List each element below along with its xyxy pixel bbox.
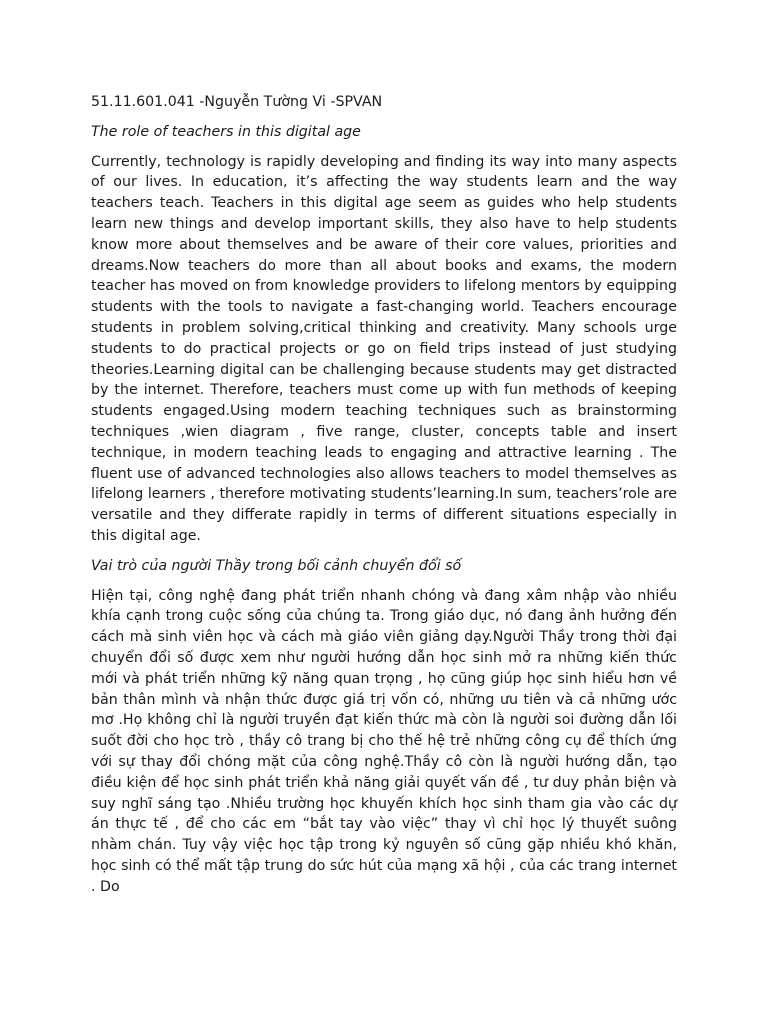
vietnamese-title: Vai trò của người Thầy trong bối cảnh chuyển đổi số (91, 557, 462, 574)
student-id-line: 51.11.601.041 -Nguyễn Tường Vi -SPVAN (91, 94, 383, 110)
document-page (91, 92, 677, 897)
english-body-paragraph: Currently, technology is rapidly developing and finding its way into many aspects of our lives. In education, it’s affecting the way students learn and the way teachers teach. Teachers in this digital age seem as guides who help students learn new things and develop important skills, they also have to help students know more about themselves and be aware of their core values, priorities and dreams.Now teachers do more than all about books and exams, the modern teacher has moved on from knowledge providers to lifelong mentors by equipping students with the tools to navigate a fast-changing world. Teachers encourage students in problem solving,critical thinking and creativity. Many schools urge students to do practical projects or go on field trips instead of just studying theories.Learning digital can be challenging because students may get distracted by the internet. Therefore, teachers must come up with fun methods of keeping students engaged.Using modern teaching techniques such as brainstorming techniques ,wien diagram , five range, cluster, concepts table and insert technique, in modern teaching leads to engaging and attractive learning . The fluent use of advanced technologies also allows teachers to model themselves as lifelong learners , therefore motivating students’learning.In sum, teachers’role are versatile and they differate rapidly in terms of different situations especially in this digital age. (91, 153, 677, 544)
english-title: The role of teachers in this digital age (91, 123, 361, 140)
vietnamese-body-paragraph: Hiện tại, công nghệ đang phát triển nhanh chóng và đang xâm nhập vào nhiều khía cạnh trong cuộc sống của chúng ta. Trong giáo dục, nó đang ảnh hưởng đến cách mà sinh viên học và cách mà giáo viên giảng dạy.Người Thầy trong thời đại chuyển đổi số được xem như người hướng dẫn học sinh mở ra những kiến thức mới và phát triển những kỹ năng quan trọng , họ cũng giúp học sinh hiểu hơn về bản thân mình và nhận thức được giá trị vốn có, những ưu tiên và cả những ước mơ .Họ không chỉ là người truyền đạt kiến thức mà còn là người soi đường dẫn lối suốt đời cho học trò , thầy cô trang bị cho thế hệ trẻ những công cụ để thích ứng với sự thay đổi chóng mặt của công nghệ.Thầy cô còn là người hướng dẫn, tạo điều kiện để học sinh phát triển khả năng giải quyết vấn đề , tư duy phản biện và suy nghĩ sáng tạo .Nhiều trường học khuyến khích học sinh tham gia vào các dự án thực tế , để cho các em “bắt tay vào việc” thay vì chỉ học lý thuyết suông nhàm chán. Tuy vậy việc học tập trong kỷ nguyên số cũng gặp nhiều khó khăn, học sinh có thể mất tập trung do sức hút của mạng xã hội , của các trang internet . Do (91, 587, 677, 895)
